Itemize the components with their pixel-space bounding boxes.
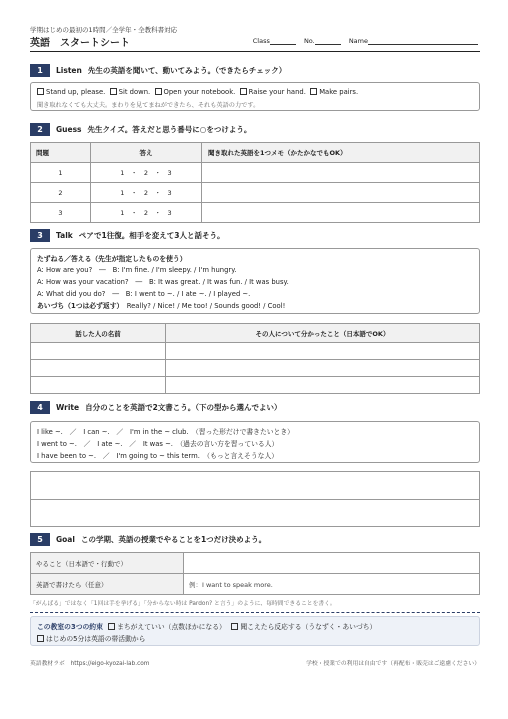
column-header: 問題 [31,143,91,163]
section-title: Write 自分のことを英語で2文書こう。（下の型から選んでよい） [56,403,282,412]
table-row [31,343,480,360]
listen-box [30,82,480,111]
column-header: 答え [91,143,202,163]
promise-line-2: はじめの5分は英語の帯活動から [37,633,145,643]
section-5-heading [30,533,480,547]
talk-reply-line: あいづち（1つは必ず返す） Really? / Nice! / Me too! / Sounds good! / Cool! [37,302,286,310]
class-label: Class [252,37,270,45]
write-patterns-box [30,421,480,463]
name-blank[interactable] [368,37,478,45]
table-header-row [31,324,480,343]
table-header-row [31,143,480,163]
talk-record-table [30,323,480,394]
column-header: 話した人の名前 [31,324,166,343]
talk-box-title: たずねる／答える（先生が指定したものを使う） [37,255,187,263]
table-row [31,553,480,574]
partner-name-cell[interactable] [31,343,166,360]
column-header: 聞き取れた英語を1つメモ（かたかなでもOK） [202,143,480,163]
writing-line [31,499,479,500]
section-title: Guess 先生クイズ。答えだと思う番号に○をつけよう。 [56,125,252,134]
answer-choices[interactable]: 1 ・ 2 ・ 3 [91,203,202,223]
footer-right: 学校・授業での利用は自由です（再配布・販売はご遠慮ください） [306,661,480,667]
memo-cell[interactable] [202,203,480,223]
checkbox[interactable] [231,623,238,630]
talk-line: A: How are you? ― B: I'm fine. / I'm sleepy. / I'm hungry. [37,266,237,274]
answer-choices[interactable]: 1 ・ 2 ・ 3 [91,183,202,203]
checkbox[interactable] [110,88,117,95]
partner-name-cell[interactable] [31,360,166,377]
section-title: Listen 先生の英語を聞いて、動いてみよう。（できたらチェック） [56,66,287,75]
column-header: その人について分かったこと（日本語でOK） [166,324,480,343]
number-blank[interactable] [315,37,341,45]
partner-name-cell[interactable] [31,377,166,394]
promise-line-1: この教室の3つの約束 まちがえていい（点数ほかになる） 聞こえたら反応する（うなずく・あいづち） [37,623,377,631]
writing-area[interactable] [30,471,480,527]
checkbox[interactable] [108,623,115,630]
section-number: 3 [30,229,50,242]
checkbox[interactable] [37,88,44,95]
table-row: 1 1 ・ 2 ・ 3 [31,163,480,183]
section-number: 4 [30,401,50,414]
section-title: Goal この学期、英語の授業でやることを1つだけ決めよう。 [56,535,267,544]
section-number: 1 [30,64,50,77]
section-number: 5 [30,533,50,546]
section-1-heading [30,64,480,78]
no-label: No. [303,37,315,45]
listen-note: 聞き取れなくても大丈夫。まわりを見てまねができたら、それも英語の力です。 [37,102,260,109]
goal-caption: 「がんばる」ではなく「1回は手を挙げる」「分からない時は Pardon? と言う」のように、毎時間できることを書く。 [30,601,336,607]
goal-label: 英語で書けたら（任意） [31,574,184,595]
table-row [31,574,480,595]
section-3-heading [30,229,480,243]
table-row: 3 1 ・ 2 ・ 3 [31,203,480,223]
guess-table [30,142,480,223]
classroom-promise-box [30,616,480,646]
dashed-divider [30,612,480,613]
section-2-heading [30,123,480,137]
table-row [31,360,480,377]
write-pattern: I like ~. ／ I can ~. ／ I'm in the ~ club. （習った形だけで書きたいとき） [37,428,294,436]
talk-line: A: What did you do? ― B: I went to ~. / I ate ~. / I played ~. [37,290,251,298]
talk-phrases-box [30,248,480,314]
table-row [31,377,480,394]
answer-choices[interactable]: 1 ・ 2 ・ 3 [91,163,202,183]
title-row [30,34,480,50]
section-title: Talk ペアで1往復。相手を変えて3人と話そう。 [56,231,225,240]
talk-line: A: How was your vacation? ― B: It was great. / It was fun. / It was busy. [37,278,289,286]
goal-table [30,552,480,595]
goal-input-cell[interactable] [184,553,480,574]
footer-left: 英語教材ラボ https://eigo-kyozai-lab.com [30,661,150,667]
goal-label: やること（日本語で・行動で） [31,553,184,574]
table-row: 2 1 ・ 2 ・ 3 [31,183,480,203]
promise-label: この教室の3つの約束 [37,623,103,631]
write-pattern: I went to ~. ／ I ate ~. ／ It was ~. （過去の言い方を習っている人） [37,440,279,448]
write-pattern: I have been to ~. ／ I'm going to ~ this term. （もっと言えそうな人） [37,452,279,460]
partner-note-cell[interactable] [166,377,480,394]
title-divider [30,51,480,52]
partner-note-cell[interactable] [166,360,480,377]
checkbox[interactable] [37,635,44,642]
class-blank[interactable] [270,37,296,45]
memo-cell[interactable] [202,163,480,183]
section-4-heading [30,401,480,415]
name-label: Name [348,37,368,45]
checkbox[interactable] [310,88,317,95]
goal-example[interactable]: 例：I want to speak more. [184,574,480,595]
section-number: 2 [30,123,50,136]
page-title: 英語 スタートシート [30,38,130,49]
student-info [253,37,478,45]
tagline: 学期はじめの最初の1時間／全学年・全教科書対応 [30,26,178,34]
checkbox[interactable] [240,88,247,95]
checkbox[interactable] [155,88,162,95]
partner-note-cell[interactable] [166,343,480,360]
memo-cell[interactable] [202,183,480,203]
listen-checklist: Stand up, please. Sit down. Open your notebook. Raise your hand. Make pairs. [37,88,358,96]
